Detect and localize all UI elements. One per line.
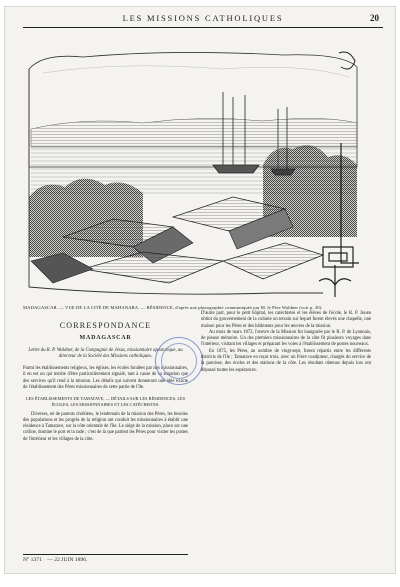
- running-title: LES MISSIONS CATHOLIQUES: [122, 13, 284, 23]
- issue-number: N° 1371: [23, 557, 42, 563]
- body-paragraph: Diverses, né de parents chrétiens, le lendemain de la mission des Pères, les besoins des populations et les progrès de la religion ont conduit les missionnaires à établir une résidence à Tamatave, sur la côte orientale de l'île. Le siège de la mission, place sur une colline, domine le port et la rade ; c'est de là que partent les Pères pour visiter les postes de l'intérieur et les villages de la côte.: [23, 411, 188, 442]
- library-stamp: [155, 337, 203, 385]
- issue-footer: [23, 554, 188, 567]
- right-paragraph-2: Au mois de mars 1872, l'œuvre de la Mission fut inaugurée par le R. P. de Lyonnais, de pieuse mémoire. Un des premiers missionnaires de la côte fit plusieurs voyages dans l'intérieur, visitant les villages et préparant les voies à l'établissement de postes nouveaux.: [201, 329, 371, 348]
- figure-caption: MADAGASCAR. — VUE DE LA CITÉ DE MAHANARA. — RÉSIDENCE, d'après une photographie communiquée par M. le Père Waldner (voir p. 20).: [23, 305, 323, 310]
- magazine-page: [5, 7, 395, 573]
- right-paragraph-3: En 1875, les Pères, au nombre de vingt-sept, furent répartis entre les différents districts de l'île ; Tamatave en reçut trois, avec un Frère coadjuteur, chargés du service de la paroisse, des écoles et des stations de la côte. Les résultats obtenus depuis lors ont dépassé toutes les espérances.: [201, 348, 371, 373]
- section-heading: CORRESPONDANCE: [59, 321, 152, 330]
- letter-byline: Lettre du R. P. Waldner, de la Compagnie de Jésus, missionnaire apostolique, au directeur de la Société des Missions catholiques.: [28, 347, 183, 359]
- sub-heading: MADAGASCAR: [79, 335, 132, 342]
- summary-heading: LES ÉTABLISSEMENTS DE TAMATAVE, — DÉTAILS SUR LES RÉSIDENCES, LES ÉCOLES, LES MISSIONNAIRES ET LES CATÉCHISTES.: [25, 396, 186, 407]
- page-number: 20: [370, 13, 379, 23]
- left-column: [23, 317, 188, 443]
- issue-date: — 22 JUIN 1896.: [47, 557, 88, 563]
- issue-info: [23, 557, 91, 563]
- right-column: [201, 311, 371, 374]
- right-paragraph-1: D'autre part, pour le petit hôpital, les catéchistes et les élèves de l'école, le R. P. Jouen obtint du gouvernement de la colonie un terrain sur lequel furent élevés une chapelle, une maison pour les Pères et des bâtiments pour les œuvres de la mission.: [201, 311, 371, 329]
- intro-paragraph: Parmi les établissements religieux, les églises, les écoles fondées par nos missionnaires, il en est un qui mérite d'être particulièrement signalé, tant à cause de sa situation que des services qu'il rend à la mission. Les détails qui suivent donneront une idée exacte de l'établissement des Pères missionnaires de cette partie de l'île.: [23, 366, 188, 391]
- engraving-illustration: [23, 47, 361, 299]
- running-header: [23, 13, 383, 28]
- harbor-town-engraving: [23, 47, 361, 299]
